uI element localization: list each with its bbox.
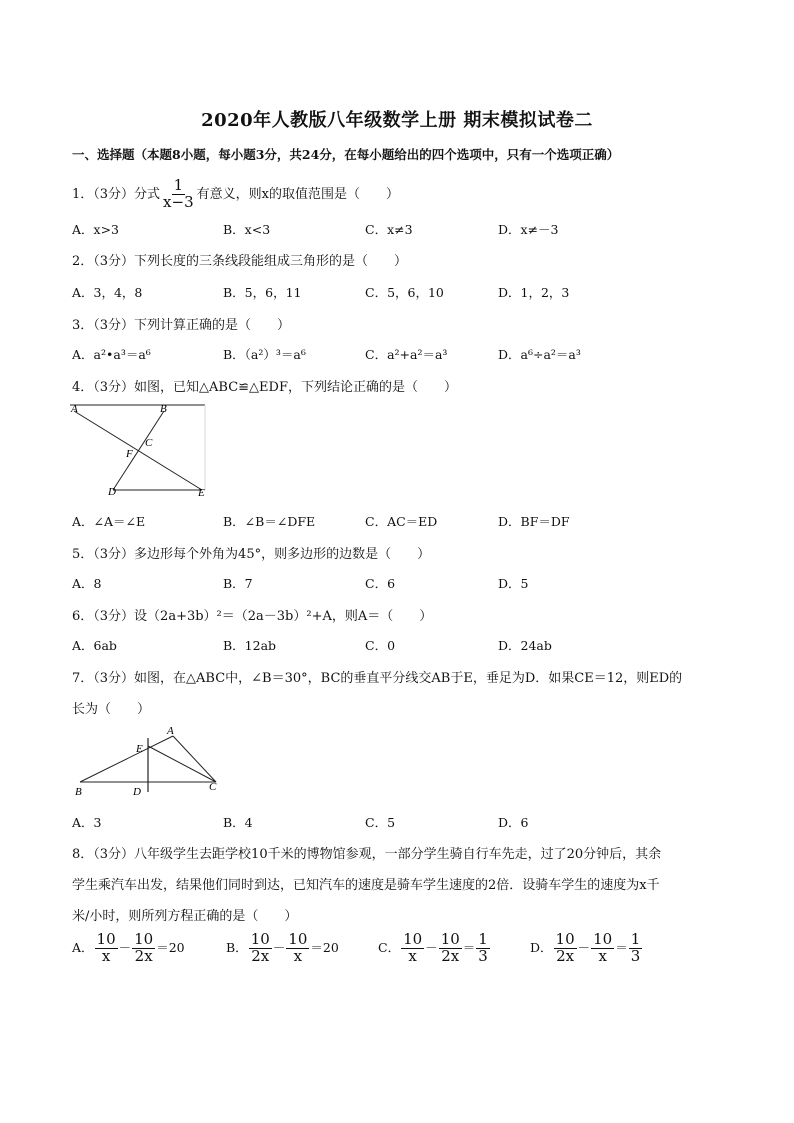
option-c[interactable]: C．6 [365, 576, 396, 591]
question-8-stem-cont: 学生乘汽车出发，结果他们同时到达，已知汽车的速度是骑车学生速度的2倍．设骑车学生的速度为x千 [72, 878, 660, 893]
fraction-numerator: 10 [440, 930, 460, 948]
triangle-figure-7 [70, 722, 225, 800]
line-ac [173, 736, 216, 782]
minus-sign: － [425, 939, 438, 955]
label-c: C [209, 781, 217, 793]
question-1-text-post: 有意义，则x的取值范围是（ ） [196, 186, 399, 202]
fraction [554, 932, 577, 965]
label-e: E [198, 487, 205, 499]
question-5-stem: 5．（3分）多边形每个外角为45°，则多边形的边数是（ ） [72, 547, 431, 562]
fraction-numerator: 10 [250, 930, 270, 948]
option-c[interactable]: C．5，6，10 [365, 285, 444, 300]
fraction [161, 178, 196, 211]
section-heading: 一、选择题（本题8小题，每小题3分，共24分，在每小题给出的四个选项中，只有一个选项正确） [72, 147, 620, 162]
fraction-numerator: 1 [478, 930, 488, 948]
question-4-stem: 4．（3分）如图，已知△ABC≌△EDF，下列结论正确的是（ ） [72, 380, 457, 395]
label-a: A [167, 725, 174, 737]
label-d: D [108, 486, 116, 498]
option-b[interactable]: B．5，6，11 [223, 285, 302, 300]
question-6-stem: 6．（3分）设（2a+3b）²＝（2a－3b）²+A，则A＝（ ） [72, 609, 433, 624]
option-letter: C． [378, 939, 401, 955]
question-7-stem-cont: 长为（ ） [72, 702, 151, 717]
line-ba [80, 736, 173, 782]
fraction-numerator: 10 [96, 930, 116, 948]
option-d[interactable]: D．1，2，3 [498, 285, 570, 300]
label-f: F [126, 448, 133, 460]
option-b[interactable] [226, 932, 339, 965]
question-1-text-pre: 1．（3分）分式 [72, 186, 161, 202]
option-a[interactable] [72, 932, 185, 965]
fraction [629, 932, 643, 965]
label-b: B [75, 786, 82, 798]
option-c[interactable] [378, 932, 491, 965]
equals-sign: ＝ [462, 939, 476, 955]
option-d[interactable] [530, 932, 643, 965]
option-d[interactable]: D．24ab [498, 638, 552, 653]
label-d: D [133, 786, 141, 798]
fraction-numerator: 1 [630, 930, 641, 948]
option-d[interactable]: D．BF＝DF [498, 514, 570, 529]
question-1-stem [72, 178, 399, 211]
label-e: E [136, 743, 143, 755]
page-title: 2020年人教版八年级数学上册 期末模拟试卷二 [201, 110, 593, 131]
equals-value: ＝20 [156, 939, 185, 955]
fraction-denominator: x [293, 946, 303, 965]
option-b[interactable]: B．7 [223, 576, 253, 591]
fraction-denominator: 2x [556, 946, 575, 965]
option-letter: B． [226, 939, 248, 955]
question-8-stem-cont-2: 米/小时，则所列方程正确的是（ ） [72, 909, 298, 924]
option-a[interactable]: A．6ab [72, 638, 117, 653]
label-a: A [71, 403, 78, 415]
fraction-numerator: 10 [134, 930, 154, 948]
fraction-denominator: 2x [441, 946, 460, 965]
fraction [401, 932, 424, 965]
fraction-denominator: 3 [630, 946, 641, 965]
fraction-denominator: 2x [251, 946, 270, 965]
option-c[interactable]: C．a²+a²＝a³ [365, 347, 448, 362]
option-d[interactable]: D．a⁶÷a²＝a³ [498, 347, 581, 362]
option-d[interactable]: D．x≠－3 [498, 222, 559, 237]
equals-value: ＝20 [310, 939, 339, 955]
fraction-denominator: x [101, 946, 111, 965]
fraction-denominator: x−3 [163, 192, 194, 211]
fraction-denominator: x [598, 946, 607, 965]
option-b[interactable]: B．∠B＝∠DFE [223, 514, 316, 529]
label-b: B [160, 403, 167, 415]
option-d[interactable]: D．5 [498, 576, 529, 591]
fraction [132, 932, 155, 965]
option-c[interactable]: C．x≠3 [365, 222, 413, 237]
fraction [439, 932, 462, 965]
option-b[interactable]: B．x<3 [223, 222, 271, 237]
option-a[interactable]: A．x>3 [72, 222, 120, 237]
option-a[interactable]: A．3 [72, 815, 102, 830]
fraction [95, 932, 118, 965]
fraction-numerator: 10 [593, 930, 613, 948]
option-b[interactable]: B．12ab [223, 638, 277, 653]
minus-sign: － [577, 939, 591, 955]
minus-sign: － [118, 939, 132, 955]
option-b[interactable]: B．（a²）³＝a⁶ [223, 347, 306, 362]
question-3-stem: 3．（3分）下列计算正确的是（ ） [72, 318, 291, 333]
fraction-numerator: 10 [555, 930, 575, 948]
question-2-stem: 2．（3分）下列长度的三条线段能组成三角形的是（ ） [72, 254, 408, 269]
fraction-denominator: 2x [134, 946, 153, 965]
fraction [591, 932, 614, 965]
line-ec [148, 746, 216, 782]
fraction-numerator: 10 [403, 930, 423, 948]
fraction-numerator: 1 [173, 176, 184, 194]
fraction-numerator: 10 [288, 930, 308, 948]
line-bd [113, 411, 164, 490]
option-b[interactable]: B．4 [223, 815, 253, 830]
option-a[interactable]: A．8 [72, 576, 102, 591]
question-7-stem: 7．（3分）如图，在△ABC中，∠B＝30°，BC的垂直平分线交AB于E，垂足为D．如果CE＝12，则ED的 [72, 671, 683, 686]
fraction [476, 932, 490, 965]
fraction-denominator: 3 [478, 946, 488, 965]
option-letter: A． [72, 939, 94, 955]
triangle-figure-4 [68, 400, 210, 500]
label-c: C [145, 437, 153, 449]
fraction [249, 932, 272, 965]
option-a[interactable]: A．3，4，8 [72, 285, 143, 300]
question-8-stem: 8．（3分）八年级学生去距学校10千米的博物馆参观，一部分学生骑自行车先走，过了20分钟后，其余 [72, 847, 662, 862]
option-c[interactable]: C．0 [365, 638, 396, 653]
option-letter: D． [530, 939, 553, 955]
option-a[interactable]: A．a²•a³＝a⁶ [72, 347, 151, 362]
option-c[interactable]: C．5 [365, 815, 396, 830]
fraction-denominator: x [408, 946, 417, 965]
fraction [286, 932, 309, 965]
option-c[interactable]: C．AC＝ED [365, 514, 438, 529]
minus-sign: － [272, 939, 286, 955]
option-a[interactable]: A．∠A＝∠E [72, 514, 146, 529]
equals-sign: ＝ [615, 939, 628, 955]
option-d[interactable]: D．6 [498, 815, 529, 830]
